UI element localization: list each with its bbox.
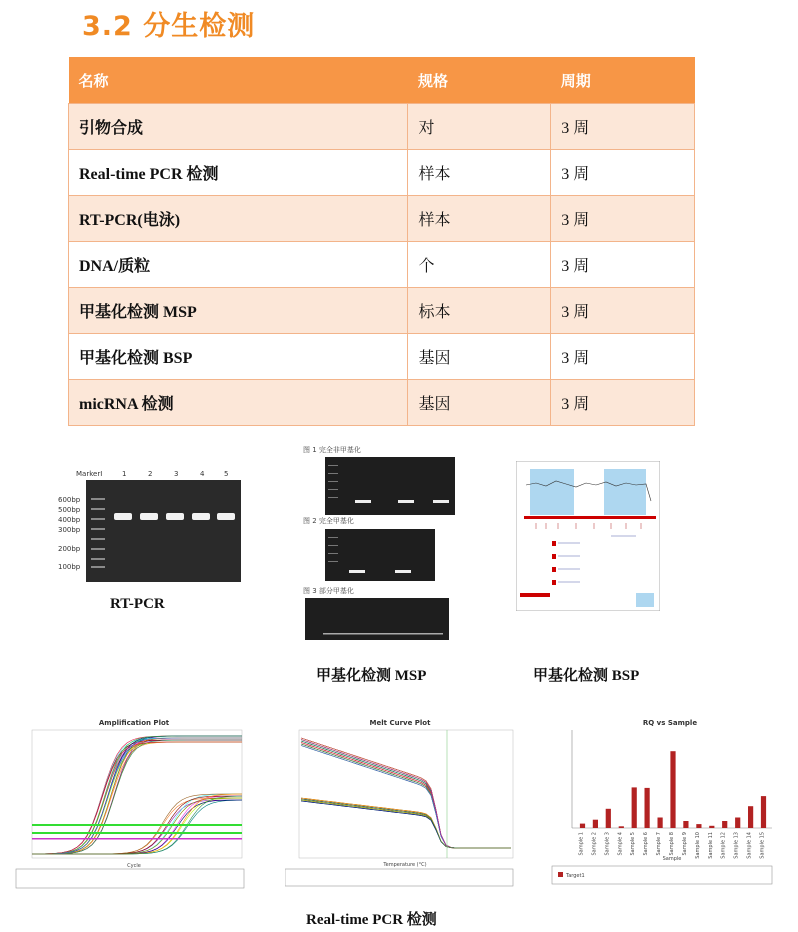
- melt-legend: [285, 869, 513, 886]
- realtime-pcr-caption: Real-time PCR 检测: [306, 912, 437, 928]
- cell-spec: 标本: [408, 288, 551, 334]
- msp-caption: 甲基化检测 MSP: [316, 668, 427, 684]
- cell-name: RT-PCR(电泳): [69, 196, 408, 242]
- cell-spec: 样本: [408, 150, 551, 196]
- rq-bar: [593, 820, 598, 828]
- rq-bar: [619, 826, 624, 828]
- header-name: 名称: [69, 57, 408, 104]
- cell-spec: 样本: [408, 196, 551, 242]
- msp-panel1-title: 图 1 完全非甲基化: [303, 446, 361, 454]
- cell-name: 引物合成: [69, 104, 408, 150]
- rq-bar: [722, 821, 727, 828]
- table-row: [69, 150, 695, 196]
- gel-lane-label: 2: [148, 470, 153, 478]
- header-spec: 规格: [408, 57, 551, 104]
- table-row: [69, 196, 695, 242]
- rq-bar: [658, 818, 663, 829]
- msp-gel-1: [325, 457, 455, 515]
- rq-legend-label: Target1: [566, 873, 585, 879]
- bp-label: 200bp: [58, 545, 81, 553]
- gel-lane-label: 5: [224, 470, 229, 478]
- table-row: [69, 242, 695, 288]
- rq-tick-label: Sample 15: [759, 832, 766, 859]
- rq-tick-label: Sample 1: [578, 832, 585, 856]
- table-row: [69, 380, 695, 426]
- amplification-plot: [12, 716, 247, 891]
- cell-name: 甲基化检测 MSP: [69, 288, 408, 334]
- cell-spec: 基因: [408, 334, 551, 380]
- bp-label: 300bp: [58, 526, 81, 534]
- table-row: [69, 288, 695, 334]
- rq-bar: [606, 809, 611, 828]
- bsp-caption: 甲基化检测 BSP: [533, 668, 640, 684]
- rq-bar: [696, 824, 701, 828]
- gel-lane-label: 4: [200, 470, 205, 478]
- cell-spec: 对: [408, 104, 551, 150]
- cell-period: 3 周: [551, 242, 695, 288]
- msp-figure: [303, 443, 455, 641]
- melt-xlabel: Temperature (°C): [383, 862, 427, 868]
- msp-gel-2: [325, 529, 435, 581]
- section-title: 3.2 分生检测: [82, 11, 256, 42]
- rq-bar: [761, 796, 766, 828]
- amplification-legend: [16, 869, 244, 888]
- bp-label: 600bp: [58, 496, 81, 504]
- rq-title: RQ vs Sample: [642, 719, 698, 727]
- rq-tick-label: Sample 8: [669, 832, 675, 856]
- rq-bar: [670, 751, 675, 828]
- rq-tick-label: Sample 12: [720, 832, 727, 859]
- cell-period: 3 周: [551, 150, 695, 196]
- rq-legend: [552, 866, 772, 884]
- cell-period: 3 周: [551, 380, 695, 426]
- gel-background: [86, 480, 241, 582]
- bp-label: 100bp: [58, 563, 81, 571]
- rq-bar: [709, 826, 714, 828]
- gel-lane-label: 1: [122, 470, 127, 478]
- cell-name: micRNA 检测: [69, 380, 408, 426]
- rq-tick-label: Sample 4: [617, 832, 624, 856]
- cell-period: 3 周: [551, 288, 695, 334]
- rq-bar: [632, 787, 637, 828]
- cell-spec: 个: [408, 242, 551, 288]
- bsp-figure: [516, 461, 660, 611]
- rq-tick-label: Sample 9: [681, 832, 688, 856]
- rq-bar: [683, 821, 688, 828]
- rq-bar: [580, 824, 585, 828]
- table-header-row: [69, 57, 695, 104]
- rt-pcr-caption: RT-PCR: [110, 596, 165, 612]
- msp-panel2-title: 图 2 完全甲基化: [303, 517, 354, 525]
- amplification-title: Amplification Plot: [98, 719, 170, 727]
- cell-name: 甲基化检测 BSP: [69, 334, 408, 380]
- gel-lane-label: MarkerI: [76, 470, 103, 478]
- rq-bar: [748, 806, 753, 828]
- melt-title: Melt Curve Plot: [369, 719, 431, 727]
- rq-tick-label: Sample 13: [733, 832, 740, 859]
- cell-spec: 基因: [408, 380, 551, 426]
- msp-panel3-title: 图 3 部分甲基化: [303, 587, 354, 595]
- rq-bar: [735, 818, 740, 829]
- rq-tick-label: Sample 7: [656, 832, 663, 856]
- melt-curve-plot: [285, 716, 515, 891]
- cell-name: DNA/质粒: [69, 242, 408, 288]
- rq-tick-label: Sample 10: [694, 832, 701, 859]
- cell-period: 3 周: [551, 104, 695, 150]
- service-table: [68, 57, 695, 426]
- amplification-xlabel: Cycle: [127, 863, 141, 869]
- gel-lane-label: 3: [174, 470, 179, 478]
- rq-tick-label: Sample 5: [630, 832, 637, 856]
- rq-xlabel: Sample: [662, 856, 682, 862]
- rq-tick-label: Sample 14: [746, 832, 753, 859]
- bp-label: 400bp: [58, 516, 81, 524]
- table-row: [69, 334, 695, 380]
- rq-legend-swatch: [558, 872, 563, 877]
- cell-name: Real-time PCR 检测: [69, 150, 408, 196]
- rq-tick-label: Sample 11: [707, 832, 714, 859]
- rq-tick-label: Sample 6: [643, 832, 650, 856]
- table-row: [69, 104, 695, 150]
- cell-period: 3 周: [551, 334, 695, 380]
- rq-plot: [546, 716, 776, 891]
- rq-tick-label: Sample 2: [591, 832, 598, 856]
- bp-label: 500bp: [58, 506, 81, 514]
- header-period: 周期: [551, 57, 695, 104]
- rq-tick-label: Sample 3: [604, 832, 611, 856]
- rt-pcr-gel-figure: [58, 462, 248, 588]
- cell-period: 3 周: [551, 196, 695, 242]
- rq-bar: [645, 788, 650, 828]
